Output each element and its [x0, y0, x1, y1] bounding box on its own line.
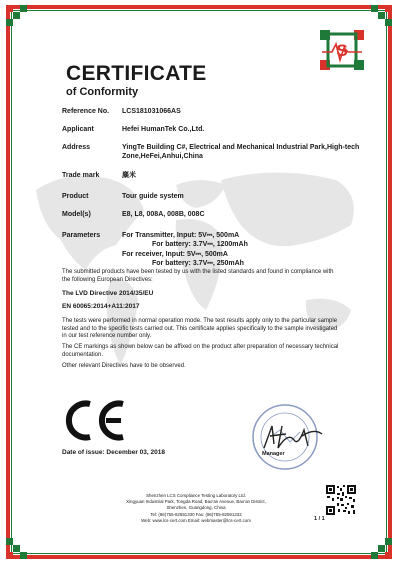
manager-signature — [258, 422, 328, 452]
footer-line: Tel: (86)755-82591330 Fax: (86)755-82591332 — [150, 511, 242, 517]
manager-label: Manager — [262, 451, 285, 457]
field-value: For Transmitter, Input: 5V⎓, 500mA — [122, 232, 240, 239]
lcs-logo — [318, 26, 366, 74]
field-value: 麋米 — [122, 172, 136, 179]
svg-text:S: S — [336, 41, 348, 60]
corner-accent — [6, 5, 28, 27]
lab-contact-footer — [96, 493, 296, 524]
field-label: Address — [62, 144, 91, 151]
page-number: 1 / 1 — [314, 516, 325, 522]
ce-marking-note: The CE markings as shown below can be affixed on the product after preparation of necessary technical documentation. — [62, 344, 339, 358]
field-value: Tour guide system — [122, 193, 184, 200]
parameter-text: For receiver, Input: 5V⎓, 500mA — [122, 251, 228, 258]
parameter-text: For battery: 3.7V⎓, 250mAh — [152, 260, 244, 267]
field-label: Trade mark — [62, 172, 100, 179]
field-label: Product — [62, 193, 89, 200]
field-label: Parameters — [62, 232, 101, 239]
directive-title: The LVD Directive 2014/35/EU — [62, 290, 154, 297]
field-value: YingTe Building C#, Electrical and Mechanical Industrial Park,High-tech Zone,HeFei,Anhui,China — [122, 144, 360, 160]
tests-note: The tests were performed in normal operation mode. The test results apply only to the particular sample tested and to the specific tests carried out. This certificate applies specifically to the sample investigated in our test reference number only. — [62, 318, 338, 339]
corner-accent — [370, 537, 392, 559]
issue-date: Date of issue: December 03, 2018 — [62, 449, 165, 456]
certificate-subtitle: of Conformity — [66, 86, 139, 98]
field-value: LCS181031066AS — [122, 108, 181, 115]
footer-line: Shenzhen LCS Compliance Testing Laboratory Ltd. — [146, 493, 246, 498]
standard-title: EN 60065:2014+A11:2017 — [62, 303, 140, 310]
footer-line: Xingyuan Industrial Park, Tongda Road, Bao'an Avenue, Bao'an District, — [126, 499, 266, 505]
footer-line: Web: www.lcs-cert.com Email: webmaster@lcs-cert.com — [141, 517, 251, 523]
corner-accent — [370, 5, 392, 27]
parameter-text: For battery: 3.7V⎓, 1200mAh — [152, 241, 248, 248]
compliance-statement: The submitted products have been tested by us with the listed standards and found in compliance with the following European Directives: — [62, 269, 334, 283]
field-label: Applicant — [62, 126, 94, 133]
field-value: E8, L8, 008A, 008B, 008C — [122, 211, 205, 218]
field-label: Reference No. — [62, 108, 110, 115]
qr-code — [325, 484, 357, 516]
other-directives-note: Other relevant Directives have to be observed. — [62, 363, 186, 369]
footer-line: Shenzhen, Guangdong, China — [166, 505, 226, 511]
ce-mark-icon — [62, 398, 128, 443]
field-value: Hefei HumanTek Co.,Ltd. — [122, 126, 205, 133]
field-label: Model(s) — [62, 211, 91, 218]
corner-accent — [6, 537, 28, 559]
certificate-title: CERTIFICATE — [66, 62, 207, 85]
